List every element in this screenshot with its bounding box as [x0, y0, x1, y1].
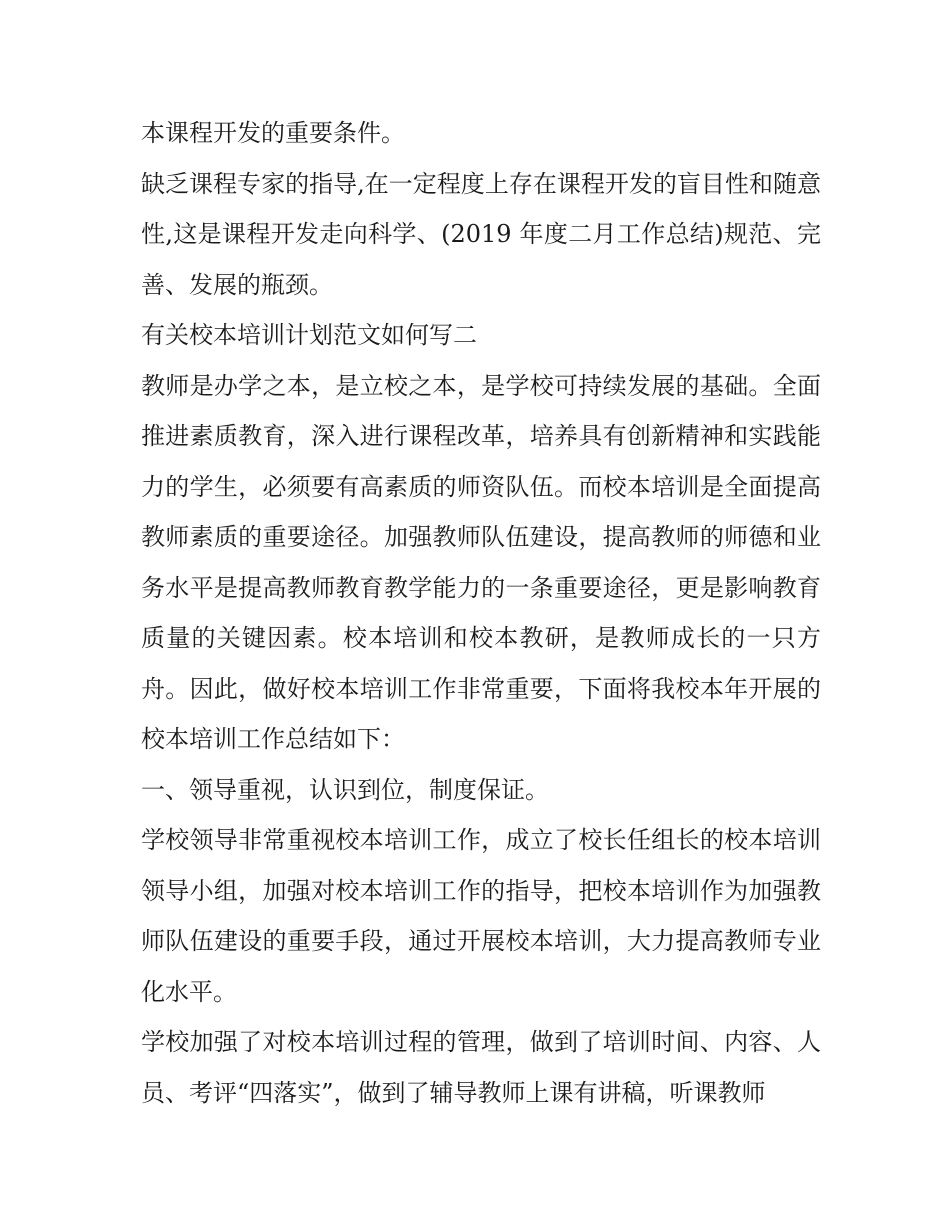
paragraph-3: 教师是办学之本，是立校之本，是学校可持续发展的基础。全面推进素质教育，深入进行课程改革，培养具有创新精神和实践能力的学生，必须要有高素质的师资队伍。而校本培训是全面提高教师素质的重要途径。加强教师队伍建设，提高教师的师德和业务水平是提高教师教育教学能力的一条重要途径，更是影响教育质量的关键因素。校本培训和校本教研，是教师成长的一只方舟。因此，做好校本培训工作非常重要，下面将我校本年开展的校本培训工作总结如下：	[141, 371, 821, 753]
paragraph-2: 缺乏课程专家的指导,在一定程度上存在课程开发的盲目性和随意性,这是课程开发走向科学、(2019 年度二月工作总结)规范、完善、发展的瓶颈。	[141, 169, 821, 299]
paragraph-5: 学校加强了对校本培训过程的管理，做到了培训时间、内容、人员、考评“四落实”，做到了辅导教师上课有讲稿，听课教师	[141, 1028, 821, 1107]
subsection-heading: 一、领导重视，认识到位，制度保证。	[141, 775, 549, 804]
paragraph-4: 学校领导非常重视校本培训工作，成立了校长任组长的校本培训领导小组，加强对校本培训工作的指导，把校本培训作为加强教师队伍建设的重要手段，通过开展校本培训，大力提高教师专业化水平。	[141, 826, 821, 1006]
section-heading: 有关校本培训计划范文如何写二	[141, 321, 477, 349]
document-body	[141, 108, 821, 1118]
paragraph-1: 本课程开发的重要条件。	[141, 119, 405, 147]
